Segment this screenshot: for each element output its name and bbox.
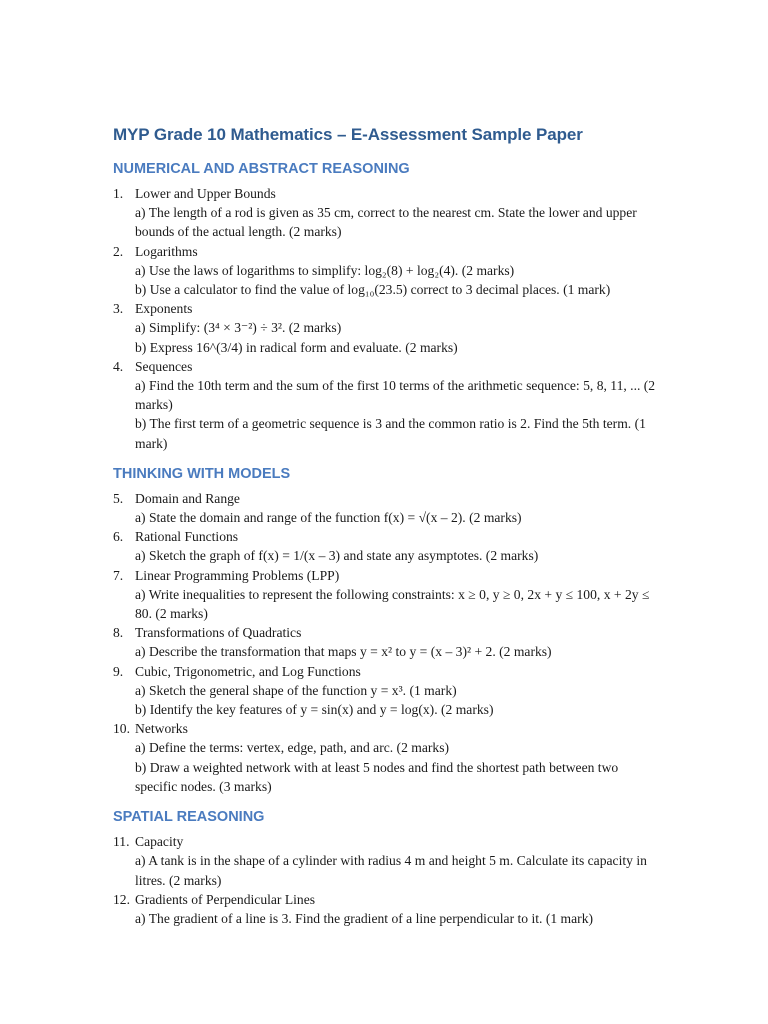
question-number: 10. [113,721,130,737]
question-item [113,623,658,661]
question-part: b) The first term of a geometric sequence is 3 and the common ratio is 2. Find the 5th term. (1 mark) [135,416,646,451]
question-number: 1. [113,186,124,201]
question-number: 6. [113,529,124,545]
question-part: a) State the domain and range of the function f(x) = √(x – 2). (2 marks) [135,510,522,526]
question-number: 4. [113,358,124,374]
question-part: a) Find the 10th term and the sum of the first 10 terms of the arithmetic sequence: 5, 8, 11, ... (2 marks) [135,378,656,413]
question-topic: Gradients of Perpendicular Lines [135,891,316,907]
question-part: b) Draw a weighted network with at least 5 nodes and find the shortest path between two specific nodes. (3 marks) [135,759,619,794]
question-topic: Lower and Upper Bounds [135,186,276,201]
question-part: a) The gradient of a line is 3. Find the gradient of a line perpendicular to it. (1 mark) [135,910,594,926]
question-part: a) A tank is in the shape of a cylinder with radius 4 m and height 5 m. Calculate its capacity in litres. (2 marks) [135,853,647,888]
question-item [113,242,658,300]
question-list [113,184,658,453]
question-list [113,489,658,796]
question-part: a) Define the terms: vertex, edge, path, and arc. (2 marks) [135,740,450,756]
question-topic: Capacity [135,834,184,850]
question-topic: Linear Programming Problems (LPP) [135,567,340,583]
question-part: a) Use the laws of logarithms to simplify: log₂(8) + log₂(4). (2 marks) [135,262,515,278]
question-item [113,662,658,720]
question-part: a) Write inequalities to represent the following constraints: x ≥ 0, y ≥ 0, 2x + y ≤ 100, x + 2y ≤ 80. (2 marks) [135,586,650,622]
question-topic: Logarithms [135,243,198,259]
question-topic: Networks [135,721,188,737]
question-number: 9. [113,663,124,679]
section [113,465,658,796]
question-topic: Cubic, Trigonometric, and Log Functions [135,663,361,679]
question-topic: Rational Functions [135,529,239,545]
question-part: b) Express 16^(3/4) in radical form and evaluate. (2 marks) [135,339,458,355]
question-item [113,527,658,565]
question-item [113,299,658,357]
question-topic: Domain and Range [135,490,240,506]
question-topic: Sequences [135,358,193,374]
question-part: a) Sketch the general shape of the function y = x³. (1 mark) [135,682,457,698]
question-item [113,832,658,890]
question-item [113,719,658,796]
question-topic: Transformations of Quadratics [135,625,302,641]
question-number: 3. [113,301,124,317]
question-number: 5. [113,490,124,506]
question-part: a) Sketch the graph of f(x) = 1/(x – 3) and state any asymptotes. (2 marks) [135,548,539,564]
question-item [113,357,658,453]
question-topic: Exponents [135,301,193,317]
section [113,808,658,928]
question-item [113,184,658,242]
question-part: a) The length of a rod is given as 35 cm, correct to the nearest cm. State the lower and upper bounds of the actual length. (2 marks) [135,205,637,240]
question-number: 7. [113,567,124,583]
question-number: 8. [113,625,124,641]
document-title: MYP Grade 10 Mathematics – E-Assessment Sample Paper [113,125,583,144]
question-item [113,489,658,527]
section-heading: NUMERICAL AND ABSTRACT REASONING [113,161,410,177]
question-list [113,832,658,928]
question-item [113,890,658,928]
question-part: a) Simplify: (3⁴ × 3⁻²) ÷ 3². (2 marks) [135,320,342,336]
question-part: b) Use a calculator to find the value of log₁₀(23.5) correct to 3 decimal places. (1 mark) [135,282,611,298]
question-number: 2. [113,243,124,259]
document-content [113,124,658,940]
question-part: a) Describe the transformation that maps y = x² to y = (x – 3)² + 2. (2 marks) [135,644,552,660]
question-item [113,566,658,624]
question-number: 12. [113,891,130,907]
question-part: b) Identify the key features of y = sin(x) and y = log(x). (2 marks) [135,702,494,718]
section-heading: SPATIAL REASONING [113,809,265,826]
sections-container [113,160,658,928]
question-number: 11. [113,834,130,850]
section [113,160,658,453]
section-heading: THINKING WITH MODELS [113,465,291,482]
